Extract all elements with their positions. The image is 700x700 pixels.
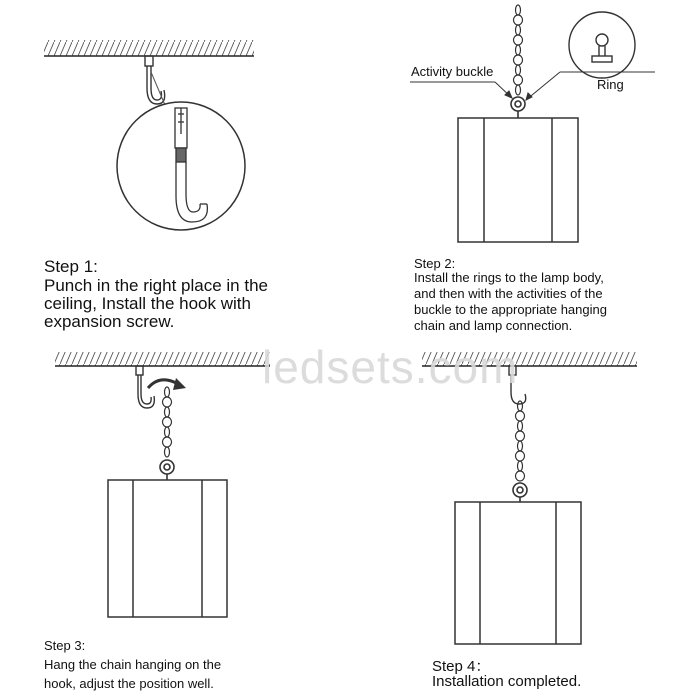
ring-label: Ring: [597, 77, 624, 92]
step3-ring-icon: [160, 460, 174, 480]
step2-line-4: chain and lamp connection.: [414, 318, 573, 333]
step1-title: Step 1:: [44, 257, 98, 276]
step3-title: Step 3:: [44, 638, 86, 653]
step2-line-3: buckle to the appropriate hanging: [414, 302, 607, 317]
step3-chain: [163, 387, 172, 457]
step4-lamp-body: [455, 502, 581, 644]
expansion-screw-icon: [175, 108, 207, 222]
rotate-arrow-icon: [148, 378, 186, 390]
step3-line-1: Hang the chain hanging on the: [44, 657, 222, 672]
step4-title: Step 4：: [432, 658, 491, 675]
step1-line-1: Punch in the right place in the: [44, 276, 268, 295]
activity-buckle-label: Activity buckle: [411, 64, 494, 79]
step3-lamp-body: [108, 480, 227, 617]
step4-ring-icon: [513, 483, 527, 502]
watermark-text: ledsets.com: [262, 341, 519, 393]
step1-line-2: ceiling, Install the hook with: [44, 294, 251, 313]
step3-hook-icon: [136, 366, 154, 408]
step2-line-2: and then with the activities of the: [414, 286, 603, 301]
step2-title: Step 2:: [414, 256, 456, 271]
step2-ring-detail: [569, 12, 635, 78]
step3-ceiling: [55, 352, 270, 366]
step3-line-2: hook, adjust the position well.: [44, 676, 214, 691]
step2-lamp-body: [458, 118, 578, 242]
step2-ring-icon: [511, 97, 525, 118]
step2-chain: [514, 5, 523, 95]
step2-line-1: Install the rings to the lamp body,: [414, 270, 604, 285]
step4-chain: [516, 401, 525, 481]
step4-line-1: Installation completed.: [432, 673, 582, 690]
step1-ceiling: [44, 40, 254, 56]
step1-line-3: expansion screw.: [44, 312, 175, 331]
